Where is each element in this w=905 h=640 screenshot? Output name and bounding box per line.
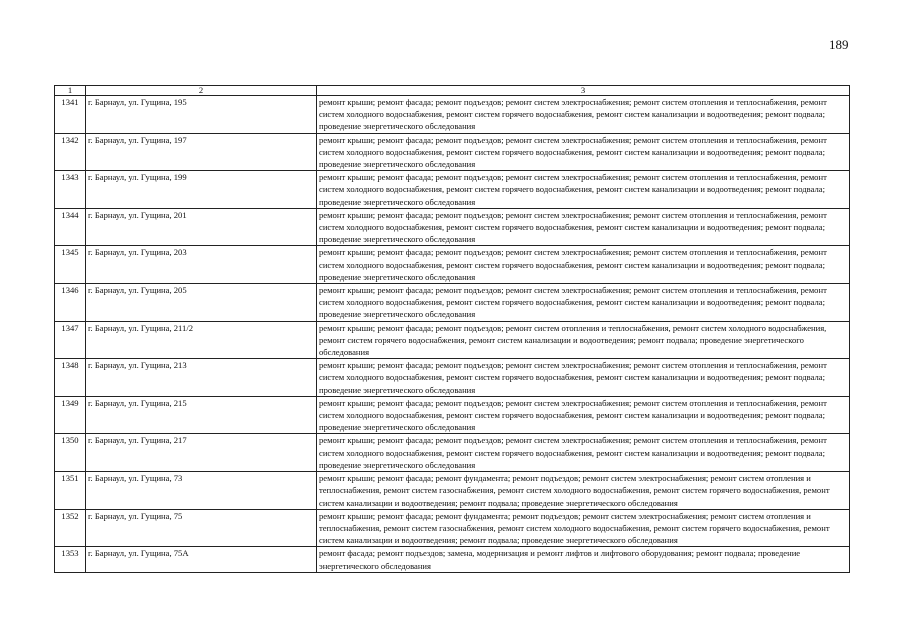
row-address: г. Барнаул, ул. Гущина, 213 bbox=[86, 359, 317, 397]
table-row bbox=[55, 133, 850, 171]
row-number: 1353 bbox=[55, 547, 86, 572]
repair-works-table bbox=[54, 85, 850, 573]
row-number: 1346 bbox=[55, 284, 86, 322]
row-address: г. Барнаул, ул. Гущина, 75 bbox=[86, 509, 317, 547]
row-number: 1343 bbox=[55, 171, 86, 209]
row-works: ремонт крыши; ремонт фасада; ремонт подъездов; ремонт систем электроснабжения; ремонт систем отопления и теплоснабжения, ремонт систем холодного водоснабжения, ремонт систем горячего водоснабжения, ремонт систем канализации и водоотведения; ремонт подвала; проведение энергетического обследования bbox=[317, 246, 850, 284]
table-header-row bbox=[55, 86, 850, 96]
row-number: 1347 bbox=[55, 321, 86, 359]
row-works: ремонт крыши; ремонт фасада; ремонт подъездов; ремонт систем отопления и теплоснабжения, ремонт систем холодного водоснабжения, ремонт систем горячего водоснабжения, ремонт систем канализации и водоотведения; ремонт подвала; проведение энергетического обследования bbox=[317, 321, 850, 359]
row-works: ремонт крыши; ремонт фасада; ремонт подъездов; ремонт систем электроснабжения; ремонт систем отопления и теплоснабжения, ремонт систем холодного водоснабжения, ремонт систем горячего водоснабжения, ремонт систем канализации и водоотведения; ремонт подвала; проведение энергетического обследования bbox=[317, 133, 850, 171]
table-row bbox=[55, 284, 850, 322]
row-address: г. Барнаул, ул. Гущина, 195 bbox=[86, 96, 317, 134]
row-address: г. Барнаул, ул. Гущина, 73 bbox=[86, 472, 317, 510]
row-number: 1342 bbox=[55, 133, 86, 171]
table-row bbox=[55, 472, 850, 510]
table-row bbox=[55, 434, 850, 472]
row-number: 1348 bbox=[55, 359, 86, 397]
row-works: ремонт крыши; ремонт фасада; ремонт подъездов; ремонт систем электроснабжения; ремонт систем отопления и теплоснабжения, ремонт систем холодного водоснабжения, ремонт систем горячего водоснабжения, ремонт систем канализации и водоотведения; ремонт подвала; проведение энергетического обследования bbox=[317, 396, 850, 434]
table-row bbox=[55, 321, 850, 359]
row-number: 1351 bbox=[55, 472, 86, 510]
column-header-number: 1 bbox=[55, 86, 86, 96]
table-row bbox=[55, 509, 850, 547]
row-works: ремонт фасада; ремонт подъездов; замена, модернизация и ремонт лифтов и лифтового оборудования; ремонт подвала; проведение энергетического обследования bbox=[317, 547, 850, 572]
row-works: ремонт крыши; ремонт фасада; ремонт подъездов; ремонт систем электроснабжения; ремонт систем отопления и теплоснабжения, ремонт систем холодного водоснабжения, ремонт систем горячего водоснабжения, ремонт систем канализации и водоотведения; ремонт подвала; проведение энергетического обследования bbox=[317, 359, 850, 397]
row-address: г. Барнаул, ул. Гущина, 201 bbox=[86, 208, 317, 246]
table-row bbox=[55, 359, 850, 397]
row-number: 1350 bbox=[55, 434, 86, 472]
row-works: ремонт крыши; ремонт фасада; ремонт подъездов; ремонт систем электроснабжения; ремонт систем отопления и теплоснабжения, ремонт систем холодного водоснабжения, ремонт систем горячего водоснабжения, ремонт систем канализации и водоотведения; ремонт подвала; проведение энергетического обследования bbox=[317, 171, 850, 209]
column-header-address: 2 bbox=[86, 86, 317, 96]
row-works: ремонт крыши; ремонт фасада; ремонт фундамента; ремонт подъездов; ремонт систем электроснабжения; ремонт систем отопления и теплоснабжения, ремонт систем газоснабжения, ремонт систем холодного водоснабжения, ремонт систем горячего водоснабжения, ремонт систем канализации и водоотведения; ремонт подвала; проведение энергетического обследования bbox=[317, 509, 850, 547]
table-body bbox=[55, 96, 850, 573]
row-works: ремонт крыши; ремонт фасада; ремонт подъездов; ремонт систем электроснабжения; ремонт систем отопления и теплоснабжения, ремонт систем холодного водоснабжения, ремонт систем горячего водоснабжения, ремонт систем канализации и водоотведения; ремонт подвала; проведение энергетического обследования bbox=[317, 434, 850, 472]
table-row bbox=[55, 396, 850, 434]
row-works: ремонт крыши; ремонт фасада; ремонт подъездов; ремонт систем электроснабжения; ремонт систем отопления и теплоснабжения, ремонт систем холодного водоснабжения, ремонт систем горячего водоснабжения, ремонт систем канализации и водоотведения; ремонт подвала; проведение энергетического обследования bbox=[317, 96, 850, 134]
row-address: г. Барнаул, ул. Гущина, 211/2 bbox=[86, 321, 317, 359]
row-address: г. Барнаул, ул. Гущина, 205 bbox=[86, 284, 317, 322]
row-works: ремонт крыши; ремонт фасада; ремонт подъездов; ремонт систем электроснабжения; ремонт систем отопления и теплоснабжения, ремонт систем холодного водоснабжения, ремонт систем горячего водоснабжения, ремонт систем канализации и водоотведения; ремонт подвала; проведение энергетического обследования bbox=[317, 208, 850, 246]
table-row bbox=[55, 246, 850, 284]
row-number: 1345 bbox=[55, 246, 86, 284]
page-number: 189 bbox=[829, 37, 849, 52]
row-address: г. Барнаул, ул. Гущина, 217 bbox=[86, 434, 317, 472]
row-address: г. Барнаул, ул. Гущина, 75А bbox=[86, 547, 317, 572]
table-row bbox=[55, 171, 850, 209]
row-number: 1349 bbox=[55, 396, 86, 434]
table-row bbox=[55, 208, 850, 246]
row-address: г. Барнаул, ул. Гущина, 215 bbox=[86, 396, 317, 434]
row-address: г. Барнаул, ул. Гущина, 197 bbox=[86, 133, 317, 171]
row-works: ремонт крыши; ремонт фасада; ремонт фундамента; ремонт подъездов; ремонт систем электроснабжения; ремонт систем отопления и теплоснабжения, ремонт систем газоснабжения, ремонт систем холодного водоснабжения, ремонт систем горячего водоснабжения, ремонт систем канализации и водоотведения; ремонт подвала; проведение энергетического обследования bbox=[317, 472, 850, 510]
row-number: 1344 bbox=[55, 208, 86, 246]
row-number: 1352 bbox=[55, 509, 86, 547]
row-address: г. Барнаул, ул. Гущина, 199 bbox=[86, 171, 317, 209]
table-row bbox=[55, 96, 850, 134]
row-works: ремонт крыши; ремонт фасада; ремонт подъездов; ремонт систем электроснабжения; ремонт систем отопления и теплоснабжения, ремонт систем холодного водоснабжения, ремонт систем горячего водоснабжения, ремонт систем канализации и водоотведения; ремонт подвала; проведение энергетического обследования bbox=[317, 284, 850, 322]
table-row bbox=[55, 547, 850, 572]
row-number: 1341 bbox=[55, 96, 86, 134]
column-header-works: 3 bbox=[317, 86, 850, 96]
row-address: г. Барнаул, ул. Гущина, 203 bbox=[86, 246, 317, 284]
